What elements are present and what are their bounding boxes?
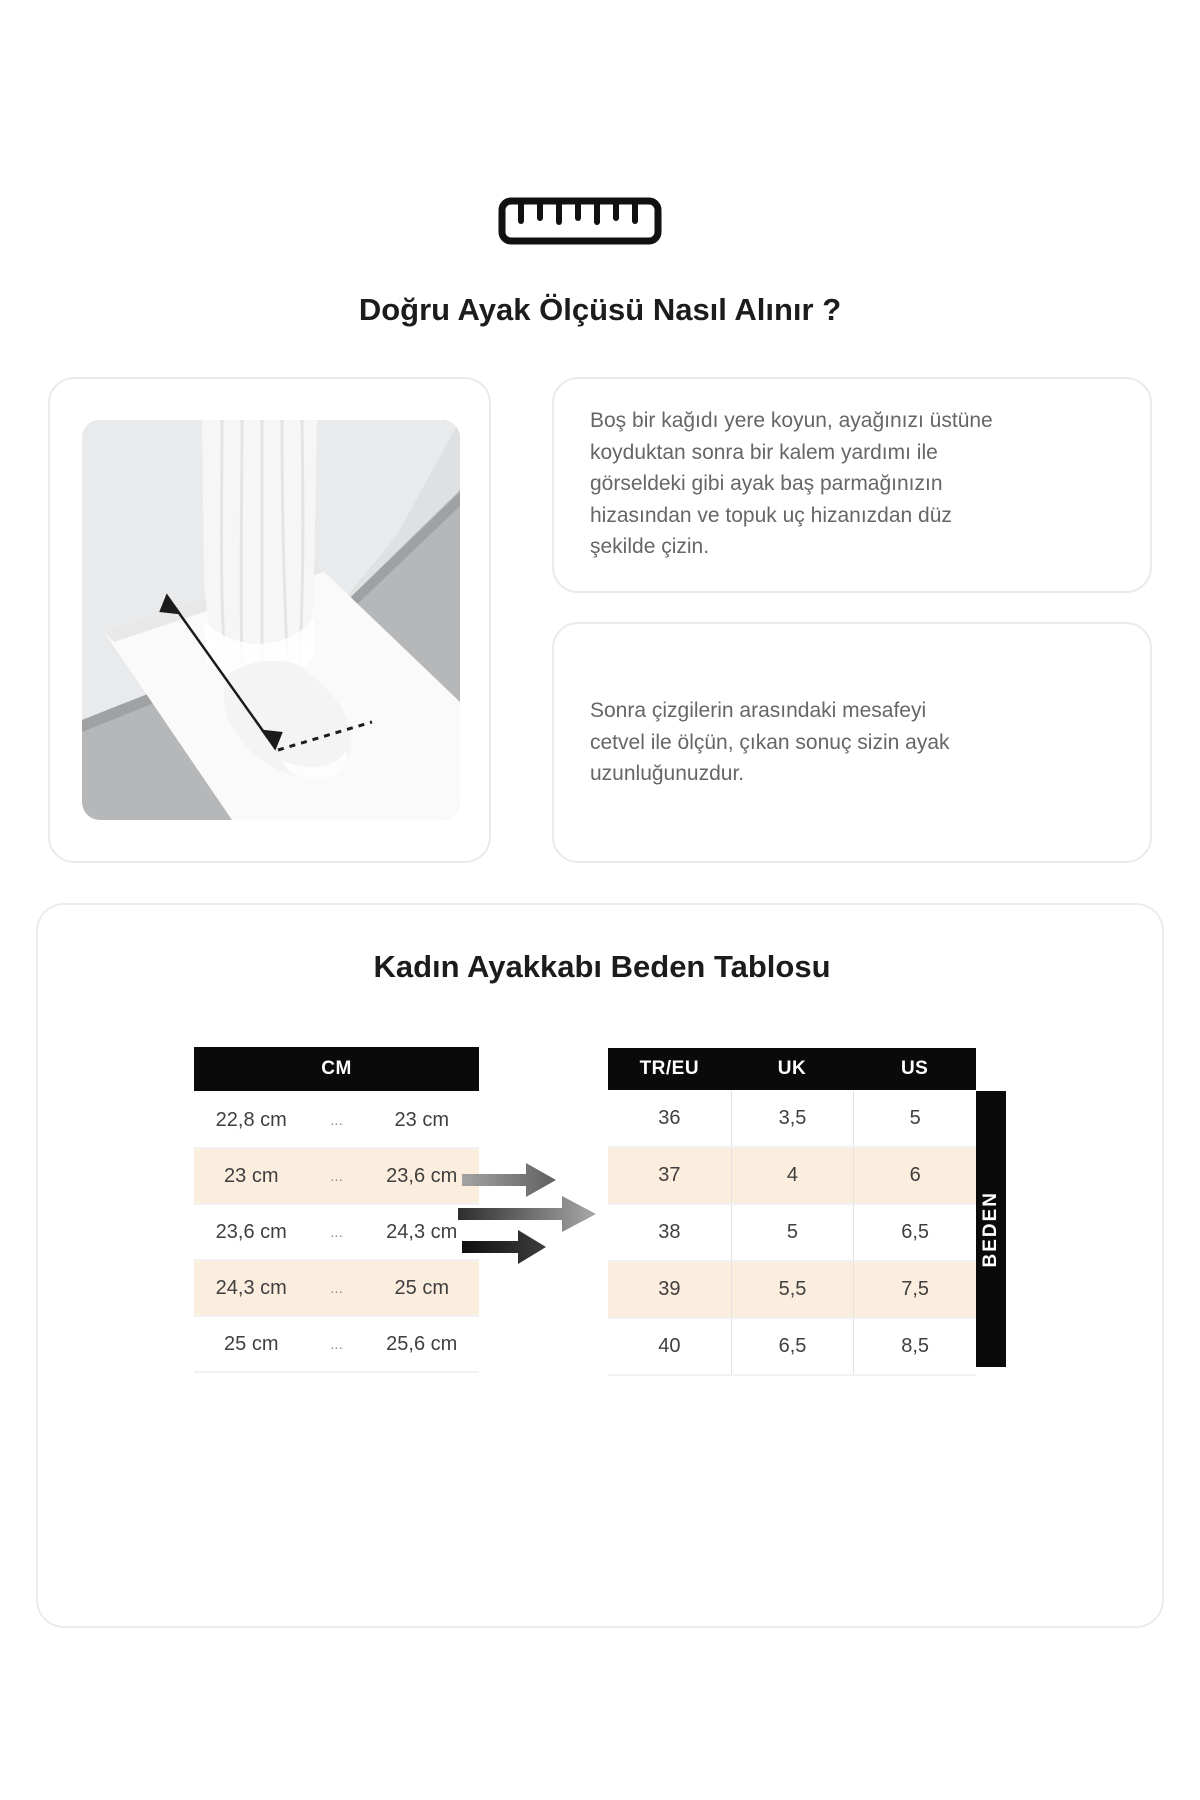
size-tr-eu: 36: [658, 1107, 681, 1129]
table-row: [608, 1091, 976, 1148]
range-dots: ...: [330, 1335, 343, 1353]
table-row: [608, 1319, 976, 1376]
size-uk: 6,5: [731, 1319, 854, 1374]
size-uk: 5,5: [731, 1262, 854, 1317]
table-row: [194, 1261, 479, 1317]
col-header-us: US: [900, 1058, 929, 1079]
cm-from: 25 cm: [224, 1332, 279, 1355]
cm-from: 24,3 cm: [215, 1276, 287, 1299]
size-uk: 5: [731, 1205, 854, 1260]
instruction-box-1: [552, 377, 1152, 593]
table-row: [194, 1093, 479, 1149]
ruler-icon-svg: [498, 197, 662, 245]
table-row: [608, 1262, 976, 1319]
arrow-middle: [458, 1196, 596, 1232]
table-row: [608, 1148, 976, 1205]
range-dots: ...: [330, 1111, 343, 1129]
international-size-table: [608, 1048, 976, 1376]
cm-table-header: CM: [194, 1047, 479, 1091]
size-table-heading: Kadın Ayakkabı Beden Tablosu: [373, 949, 831, 984]
cm-to: 25 cm: [394, 1276, 449, 1299]
size-us: 7,5: [853, 1262, 976, 1317]
arrow-top: [462, 1163, 556, 1197]
table-row: [194, 1317, 479, 1373]
instruction-line: görseldeki gibi ayak baş parmağınızın: [590, 472, 943, 495]
cm-to: 24,3 cm: [386, 1220, 458, 1243]
cm-table: [194, 1047, 479, 1373]
instruction-line: Boş bir kağıdı yere koyun, ayağınızı üstüne: [590, 409, 993, 432]
cm-from: 23,6 cm: [215, 1220, 287, 1243]
instruction-line: hizasından ve topuk uç hizanızdan düz: [590, 503, 952, 527]
table-row: [194, 1149, 479, 1205]
cm-from: 22,8 cm: [215, 1108, 287, 1131]
size-uk: 3,5: [731, 1091, 854, 1146]
instruction-line: cetvel ile ölçün, çıkan sonuç sizin ayak: [590, 730, 950, 754]
arrows-svg: [458, 1150, 608, 1272]
table-row: [608, 1205, 976, 1262]
size-us: 6,5: [853, 1205, 976, 1260]
size-uk: 4: [731, 1148, 854, 1203]
ruler-icon: [498, 197, 662, 245]
size-tr-eu: 38: [658, 1221, 681, 1243]
range-dots: ...: [330, 1167, 343, 1185]
range-dots: ...: [330, 1279, 343, 1297]
col-header-uk: UK: [777, 1058, 807, 1079]
size-us: 6: [853, 1148, 976, 1203]
foot-photo-illustration: [82, 420, 460, 820]
arrow-bottom: [462, 1230, 546, 1264]
cm-from: 23 cm: [224, 1164, 279, 1187]
size-table-header-row: [608, 1048, 976, 1090]
instruction-line: Sonra çizgilerin arasındaki mesafeyi: [590, 699, 927, 723]
instruction-line: uzunluğunuzdur.: [590, 762, 745, 786]
cm-to: 25,6 cm: [386, 1332, 458, 1355]
cm-to: 23 cm: [394, 1108, 449, 1131]
page-title: Doğru Ayak Ölçüsü Nasıl Alınır ?: [358, 292, 842, 327]
cm-to: 23,6 cm: [386, 1164, 458, 1187]
size-tr-eu: 40: [658, 1335, 681, 1357]
size-tr-eu: 39: [658, 1278, 681, 1300]
size-table-card: [36, 903, 1164, 1628]
conversion-arrows: [458, 1150, 608, 1272]
size-us: 5: [853, 1091, 976, 1146]
instruction-line: şekilde çizin.: [590, 535, 710, 558]
beden-side-bar: [976, 1091, 1006, 1367]
instruction-box-2: [552, 622, 1152, 863]
size-tr-eu: 37: [658, 1164, 681, 1186]
instruction-line: koyduktan sonra bir kalem yardımı ile: [590, 440, 938, 464]
beden-label: BEDEN: [980, 1190, 1001, 1268]
range-dots: ...: [330, 1223, 343, 1241]
table-row: [194, 1205, 479, 1261]
col-header-tr-eu: TR/EU: [639, 1058, 700, 1079]
foot-photo-card: [48, 377, 491, 863]
foot-measurement-photo: [82, 420, 460, 820]
size-us: 8,5: [853, 1319, 976, 1374]
